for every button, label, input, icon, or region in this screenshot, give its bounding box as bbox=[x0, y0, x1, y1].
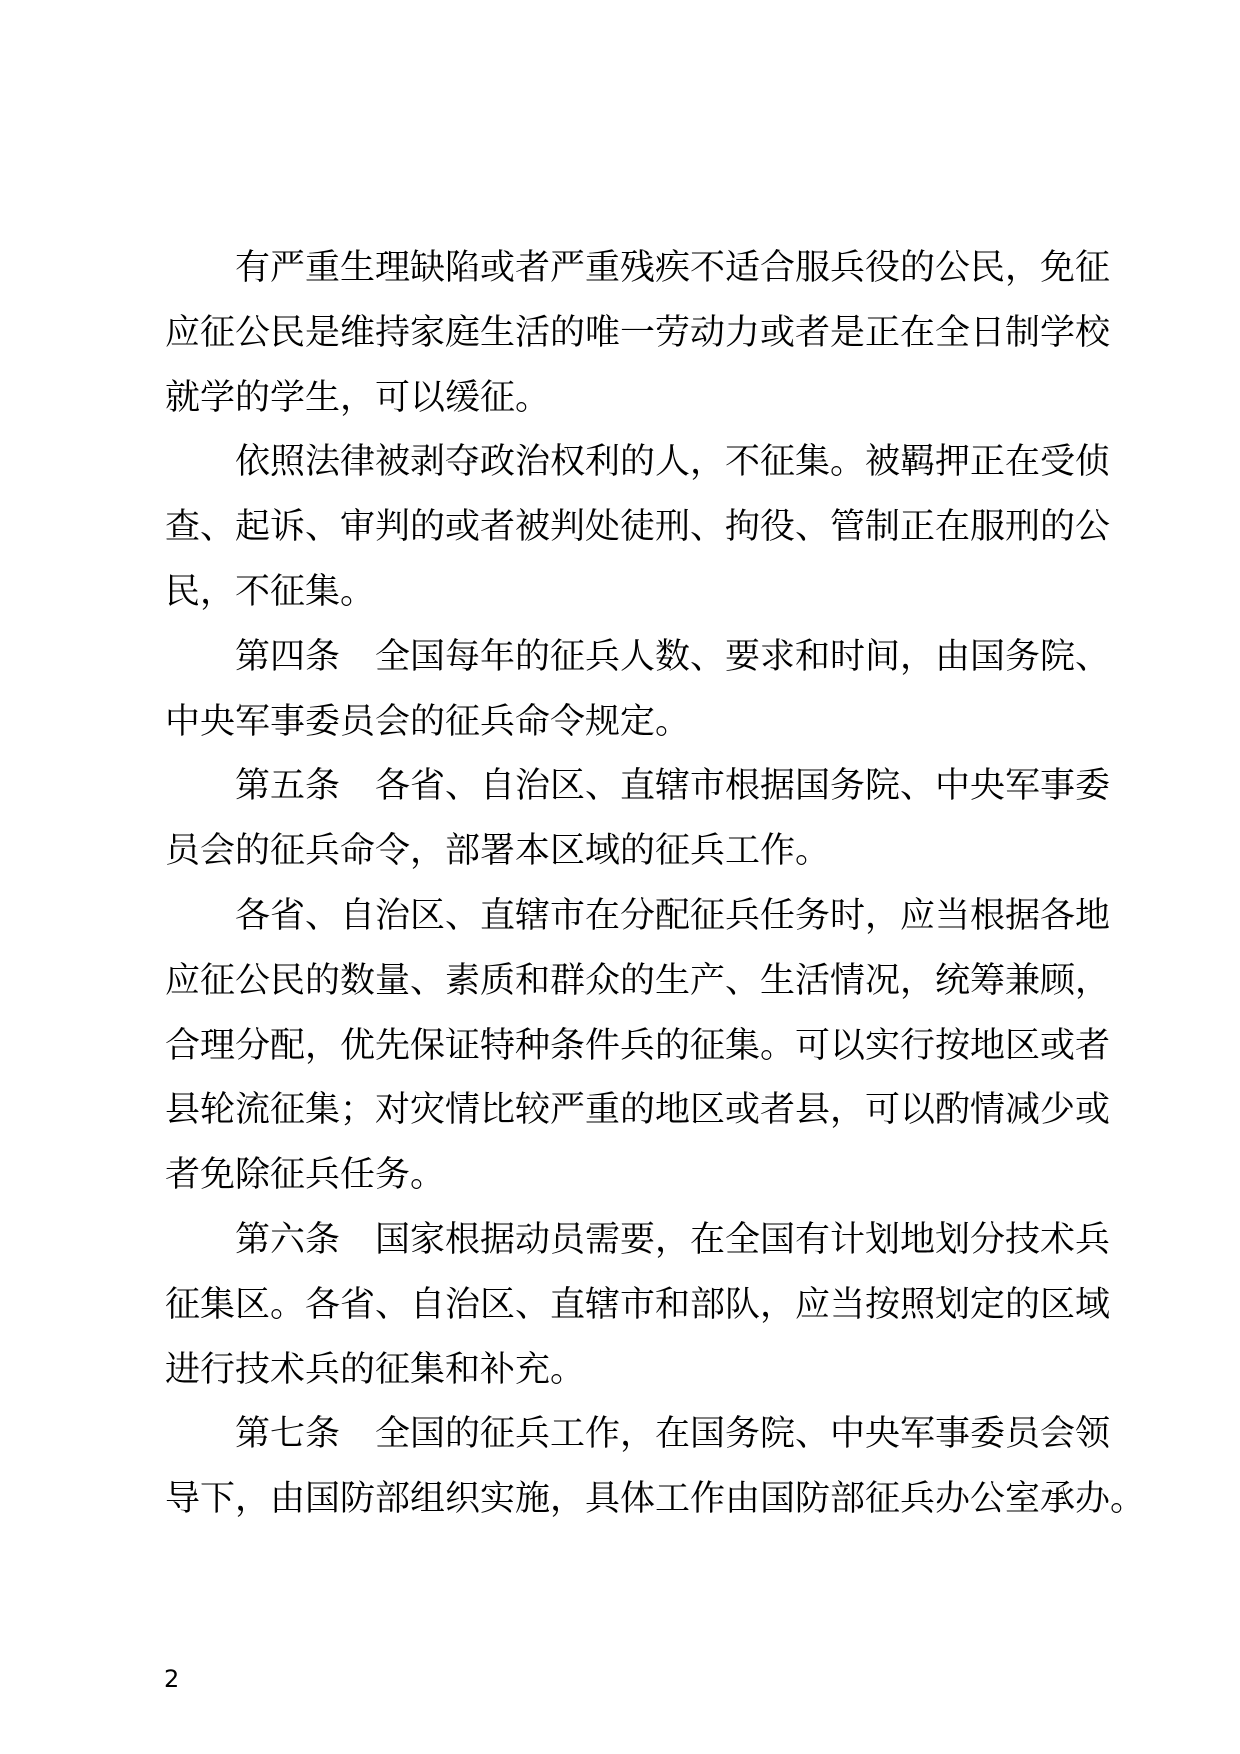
text-line: 民，不征集。 bbox=[165, 571, 376, 612]
text-line: 征集区。各省、自治区、直辖市和部队，应当按照划定的区域 bbox=[165, 1284, 1111, 1325]
text-line: 员会的征兵命令，部署本区域的征兵工作。 bbox=[165, 831, 831, 872]
text-line: 第七条 全国的征兵工作，在国务院、中央军事委员会领 bbox=[235, 1414, 1111, 1455]
paragraph bbox=[165, 1208, 1111, 1402]
text-line: 进行技术兵的征集和补充。 bbox=[165, 1349, 586, 1390]
text-line: 县轮流征集；对灾情比较严重的地区或者县，可以酌情减少或 bbox=[165, 1090, 1111, 1131]
text-line: 者免除征兵任务。 bbox=[165, 1155, 446, 1196]
paragraph bbox=[165, 1402, 1146, 1532]
text-line: 合理分配，优先保证特种条件兵的征集。可以实行按地区或者 bbox=[165, 1025, 1111, 1066]
text-line: 导下，由国防部组织实施，具体工作由国防部征兵办公室承办。 bbox=[165, 1479, 1146, 1520]
text-line: 应征公民的数量、素质和群众的生产、生活情况，统筹兼顾， bbox=[165, 960, 1111, 1001]
text-line: 第四条 全国每年的征兵人数、要求和时间，由国务院、 bbox=[235, 636, 1111, 677]
document-body bbox=[165, 236, 1146, 1532]
text-line: 应征公民是维持家庭生活的唯一劳动力或者是正在全日制学校 bbox=[165, 312, 1111, 353]
text-line: 第六条 国家根据动员需要，在全国有计划地划分技术兵 bbox=[235, 1219, 1111, 1260]
text-line: 第五条 各省、自治区、直辖市根据国务院、中央军事委 bbox=[235, 766, 1111, 807]
paragraph bbox=[165, 236, 1111, 430]
page-number: 2 bbox=[164, 1665, 180, 1693]
paragraph bbox=[165, 754, 1111, 884]
paragraph bbox=[165, 884, 1111, 1208]
text-line: 就学的学生，可以缓征。 bbox=[165, 377, 551, 418]
text-line: 各省、自治区、直辖市在分配征兵任务时，应当根据各地 bbox=[235, 895, 1111, 936]
paragraph bbox=[165, 625, 1111, 755]
text-line: 中央军事委员会的征兵命令规定。 bbox=[165, 701, 691, 742]
paragraph bbox=[165, 430, 1111, 624]
text-line: 查、起诉、审判的或者被判处徒刑、拘役、管制正在服刑的公 bbox=[165, 507, 1111, 548]
text-line: 依照法律被剥夺政治权利的人，不征集。被羁押正在受侦 bbox=[235, 442, 1111, 483]
text-line: 有严重生理缺陷或者严重残疾不适合服兵役的公民，免征 bbox=[235, 248, 1111, 288]
